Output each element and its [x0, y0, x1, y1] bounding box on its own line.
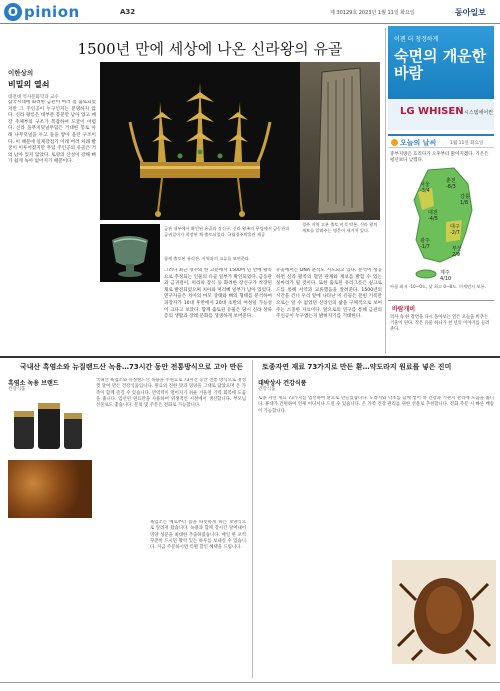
article-column-2: 그러나 최근 경주의 한 고분에서 1500여 년 만에 왕족으로 추정되는 인물의 유골 일부가 확인되었다. 금동관과 금귀걸이, 허리띠 장식 등 화려한 장신구가 착장된 채로 발견되었으며 치아와 머리뼈 일부가 남아 있었다. 연구자들은 치아의 마모 상태와 뼈의 형태를 분석하여 피장자가 10대 후반에서 20대 초반의 여성일 가능성이 크다고 보았다. 함께 출토된 유물은 당시 신라 상류층의 생활과 장례 문화를 생생하게 보여준다. — [164, 268, 272, 320]
issue-info: 제 30129호 2023년 1월 11일 화요일 — [330, 10, 415, 16]
city-temp: -1/7 — [420, 244, 430, 250]
city-temp: 4/10 — [440, 276, 452, 282]
aircon-ad-subtitle: 이젠 더 청정하게 — [394, 36, 439, 43]
newspaper-masthead: 동아일보 — [455, 7, 486, 17]
product-pills-image — [8, 460, 92, 518]
sidebar-divider — [385, 28, 386, 353]
weather-title: 오늘의 날씨 — [400, 139, 437, 147]
left-ad-extra: 흑염소는 예로부터 몸을 따뜻하게 하는 보양식으로 알려져 왔습니다. 녹용과 함께 장시간 달여내어 영양 성분을 최대한 추출하였습니다. 매일 한 포씩 꾸준히 드시면 활력 있는 하루를 보내실 수 있습니다. 지금 주문하시면 특별 할인 혜택을 드립니다. — [150, 520, 246, 551]
byline-author: 이한상의 — [8, 69, 34, 77]
sun-icon — [391, 139, 398, 146]
product-image-right — [392, 560, 496, 664]
stele-caption: 경주 지역 고분 출토 비석 탁본. 신라 왕의 계보를 알려주는 명문이 새겨져 있다. — [302, 222, 378, 233]
weather-map — [388, 162, 494, 282]
korea-map — [388, 162, 494, 282]
ad-divider — [252, 360, 253, 678]
right-ad-headline[interactable]: 토종자연 재료 73가지로 만든 환…약도라지 원료를 넣은 진미 — [262, 363, 452, 371]
opinion-logo-mark: O — [4, 3, 22, 21]
stele-illustration — [300, 62, 380, 220]
article-headline: 1500년 만에 세상에 나온 신라왕의 유골 — [77, 40, 343, 58]
author-title: 대전대 역사문화학과 교수 — [8, 95, 59, 100]
city-temp: -2/7 — [450, 230, 460, 236]
crown-illustration — [100, 62, 300, 220]
article-column-3: 유골에서는 DNA 분석도 시도되고 있다. 분석이 성공하면 신라 왕족의 혈연 관계와 계보를 밝힐 수 있는 실마리가 될 것이다. 또한 출토된 유리그릇은 실크로드를 통해 서역과 교류했음을 알려준다. 1500년의 시간을 건너 우리 앞에 나타난 이 유골은 문헌 기록만으로는 알 수 없었던 신라인의 삶을 구체적으로 보여주는 소중한 자료이다. 앞으로의 연구를 통해 금관의 주인공이 누구였는지 밝혀지기를 기대한다. — [276, 268, 382, 320]
crown-caption: 금관 내부에서 확인된 유골과 장신구. 신라 왕족의 무덤에서 금동관과 금귀걸이가 착장된 채 출토되었다. 국립경주박물관 제공 — [164, 226, 290, 237]
city-label: 강릉 — [460, 194, 470, 200]
almanac-title: 바람개비 — [392, 306, 416, 313]
stone-stele-photo — [300, 62, 380, 220]
almanac-text: 역사 속 한 장면을 다시 돌아보는 일은 오늘을 비추는 거울이 된다. 작은 유물 하나가 천 년의 이야기를 들려준다. — [390, 315, 490, 332]
page-number: A32 — [120, 8, 136, 16]
right-ad-body: 토종 자연 재료 73가지를 엄선하여 환으로 만들었습니다. 도라지와 약초를 함께 넣어 목 건강과 기관지 관리에 도움을 줍니다. 휴대가 간편하여 언제 어디서나 드실 수 있습니다. 온 가족 건강 관리를 위한 선물로 추천합니다. 전화 주문 시 빠른 배송이 가능합니다. — [258, 396, 494, 414]
aircon-ad[interactable] — [388, 26, 494, 130]
byline — [8, 68, 94, 100]
product-jars-image — [8, 395, 88, 455]
city-label: 제주 — [440, 270, 450, 276]
city-temp: -3/4 — [420, 188, 430, 194]
city-label: 대전 — [428, 210, 438, 216]
right-ad-title: 대박상사 건강식품 — [258, 380, 307, 387]
weather-header — [388, 134, 494, 148]
city-label: 부산 — [452, 246, 462, 252]
aircon-ad-brand: LG WHISEN — [400, 106, 464, 117]
opinion-logo-text: pinion — [24, 3, 80, 21]
product-illustration — [392, 560, 496, 664]
left-ad-title: 흑염소 녹용 브랜드 — [8, 380, 59, 387]
gold-crown-photo — [100, 62, 300, 220]
city-label: 춘천 — [446, 178, 456, 184]
left-ad-subtitle: 건강식품 — [8, 387, 26, 392]
column-name: 비밀의 열쇠 — [8, 80, 50, 89]
weather-legend: 아침 최저 -10~0도, 낮 최고 0~8도. 미세먼지 보통. — [390, 284, 486, 289]
left-ad-headline[interactable]: 국내산 흑염소와 뉴질랜드산 녹용…73시간 동안 전통방식으로 고아 만든 — [20, 363, 244, 371]
aircon-ad-brand-sub: 시스템에어컨 — [464, 110, 493, 116]
cup-caption: 함께 출토된 유리잔. 서역과의 교류를 보여준다. — [164, 256, 251, 261]
right-ad-subtitle: 건강식품 — [258, 387, 276, 392]
city-temp: 2/9 — [452, 252, 461, 258]
jars-illustration — [8, 395, 88, 455]
city-temp: -4/5 — [428, 216, 438, 222]
city-label: 서울 — [420, 182, 430, 188]
glass-cup-photo — [100, 224, 160, 282]
cup-illustration — [100, 224, 160, 282]
page-footer-line — [0, 682, 500, 683]
city-temp: 1/8 — [460, 200, 469, 206]
aircon-ad-headline: 숙면의 개운한 바람 — [394, 47, 487, 82]
city-label: 광주 — [420, 238, 430, 244]
city-temp: -8/3 — [446, 184, 456, 190]
city-label: 대구 — [450, 224, 460, 230]
page-header — [0, 0, 500, 24]
weather-summary: 중부지방은 흐리다가 오후부터 맑아지겠다. 기온은 평년보다 낮겠다. — [390, 152, 489, 163]
article-column-1: 삼국시대에 화려한 금관이 여러 점 출토되었지만 그 주인공이 누구인지는 분명하지 않다. 신라 왕릉은 대부분 봉분만 남아 있고 매장 주체부의 구조가 복잡하여 도굴이 어렵다. 신라 돌무지덧널무덤은 거대한 봉토 아래 나무덧널을 두고 돌을 쌓아 올린 구조이다. 이 때문에 일제강점기 이래 여러 차례 발굴이 이루어졌지만 무덤 주인공의 유골은 거의 남아 있지 않았다. 토양의 산성이 강해 뼈가 쉽게 녹아 없어지기 때문이다. — [8, 100, 96, 165]
weather-date: 1월 11일 화요일 — [450, 141, 484, 146]
ad-section-divider — [0, 356, 500, 358]
left-ad-body: 국내산 흑염소와 뉴질랜드산 녹용을 주원료로 73시간 동안 전통 방식으로 정성껏 달여 만든 건강식품입니다. 원료의 진한 맛과 영양을 그대로 담았으며 온 가족이 함께 즐길 수 있습니다. 면역력이 떨어지기 쉬운 겨울철 기력 회복에 도움을 줍니다. 엄선된 원료만을 사용하여 위생적인 시설에서 생산합니다. 부모님 선물로도 좋습니다. 문의 및 주문은 전화로 가능합니다. — [96, 378, 246, 409]
almanac-box — [388, 300, 494, 350]
